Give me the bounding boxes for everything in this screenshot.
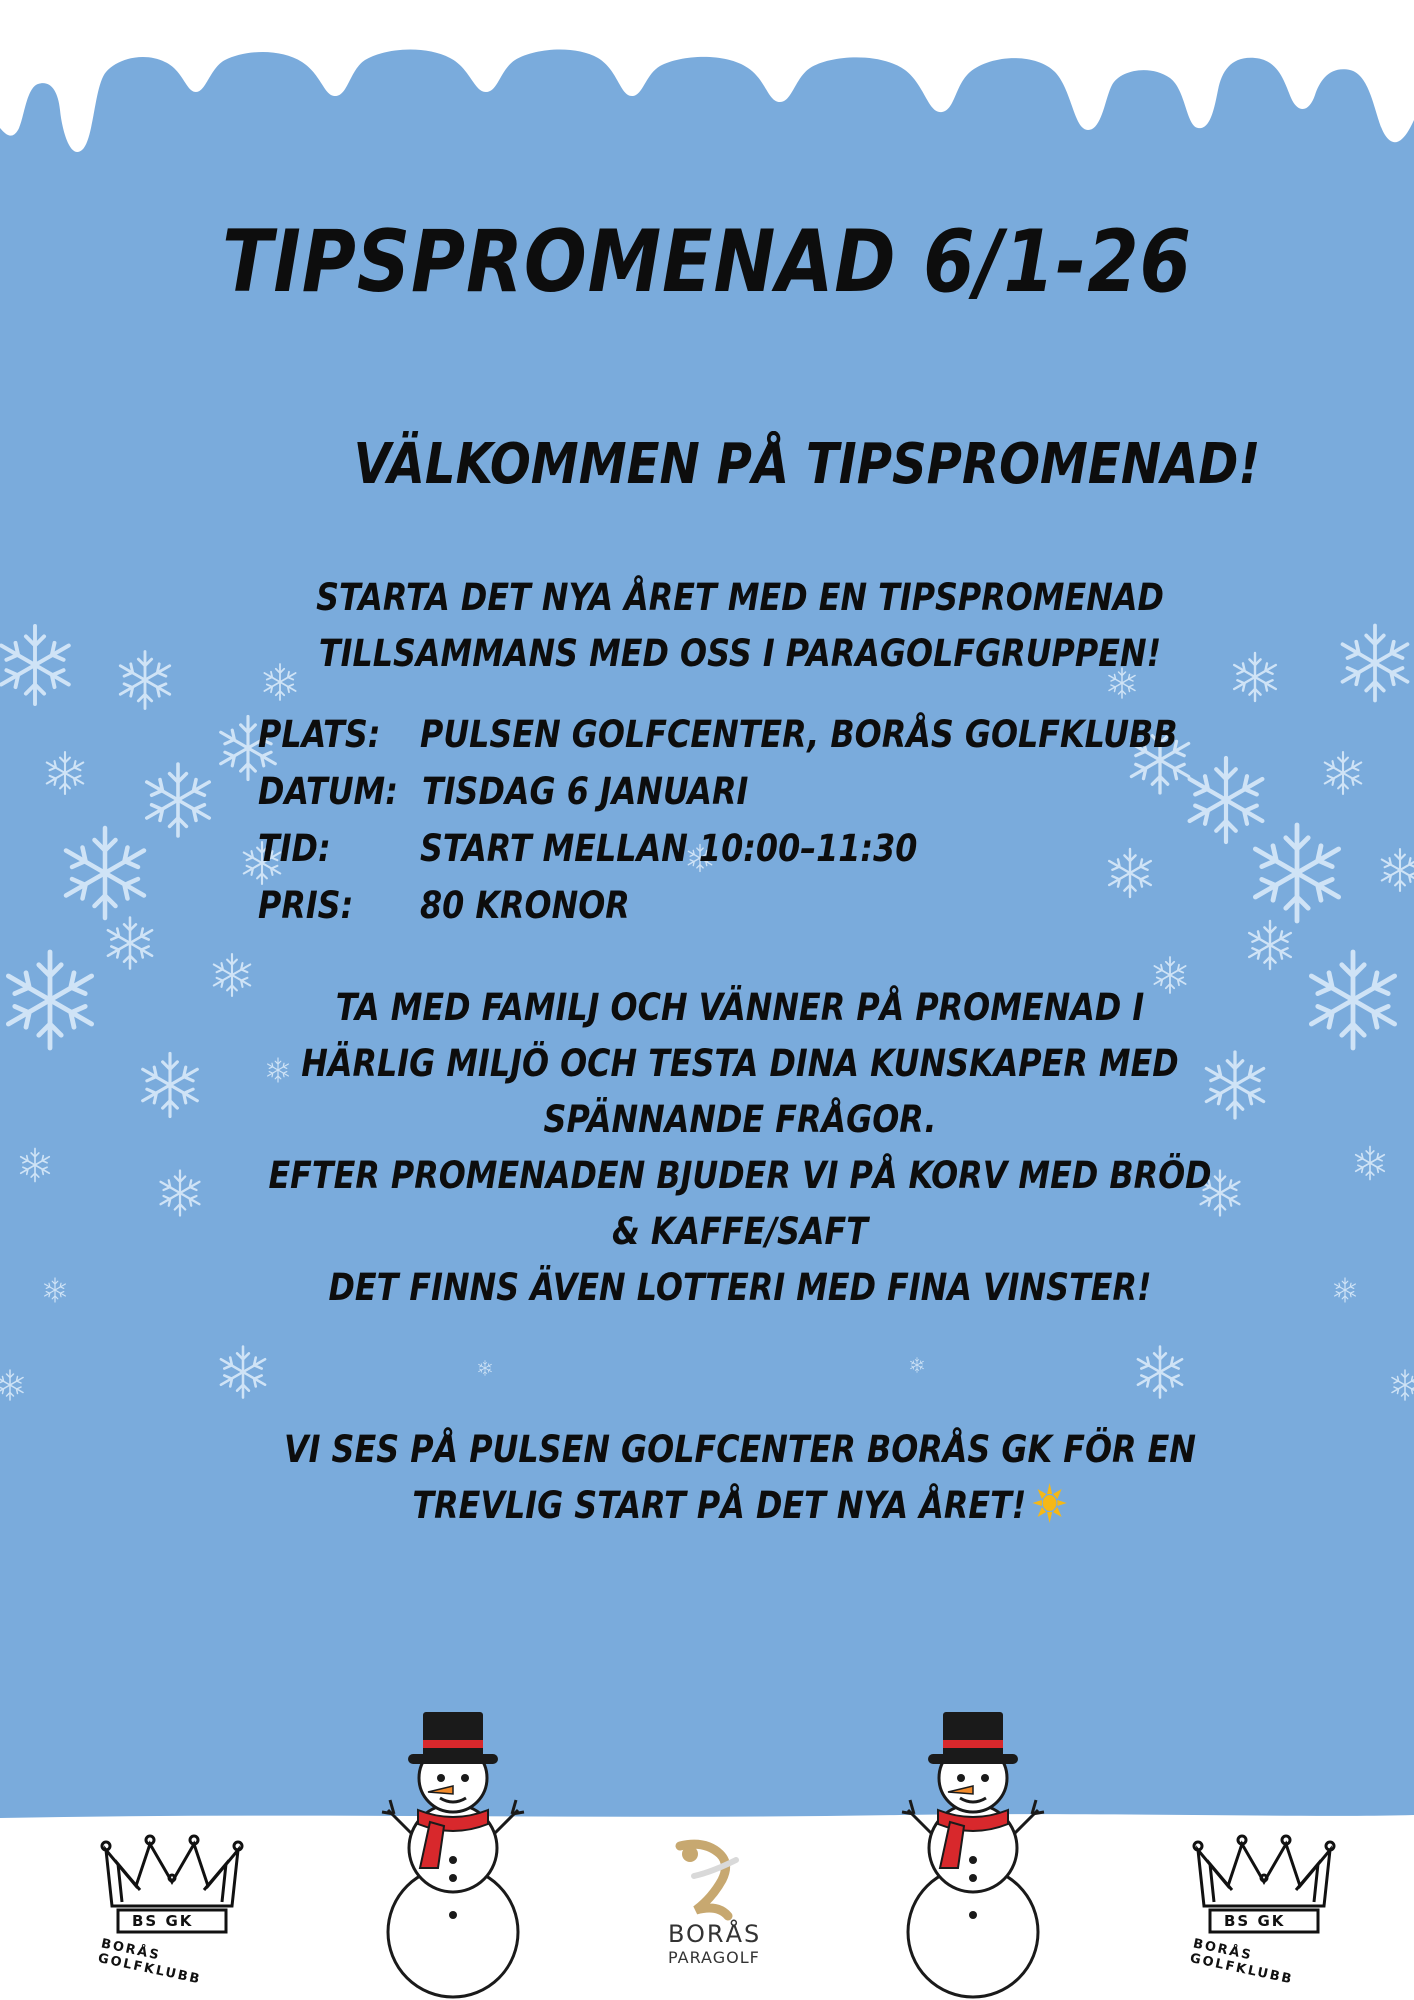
body-line: EFTER PROMENADEN BJUDER VI PÅ KORV MED BRÖD bbox=[268, 1154, 1212, 1197]
boras-paragolf-logo bbox=[660, 1836, 760, 1986]
body-line: SPÄNNANDE FRÅGOR. bbox=[543, 1098, 937, 1141]
body-line: DET FINNS ÄVEN LOTTERI MED FINA VINSTER! bbox=[328, 1266, 1152, 1309]
logo-line1: BORÅS bbox=[668, 1920, 762, 1948]
detail-value: TISDAG 6 JANUARI bbox=[422, 770, 749, 813]
closing-line bbox=[155, 1478, 1325, 1534]
snowman-icon bbox=[368, 1700, 538, 2000]
closing-line: VI SES PÅ PULSEN GOLFCENTER BORÅS GK FÖR EN bbox=[284, 1428, 1196, 1471]
snowman-icon bbox=[888, 1700, 1058, 2000]
body-line: TA MED FAMILJ OCH VÄNNER PÅ PROMENAD I bbox=[335, 986, 1145, 1029]
detail-label: DATUM: bbox=[258, 770, 398, 813]
detail-row-tid bbox=[258, 827, 1258, 884]
detail-label: PRIS: bbox=[258, 884, 354, 927]
poster-title: TIPSPROMENAD 6/1-26 bbox=[222, 212, 1192, 312]
detail-label: TID: bbox=[258, 827, 331, 870]
detail-row-datum bbox=[258, 770, 1258, 827]
body-line: & KAFFE/SAFT bbox=[612, 1210, 868, 1253]
golfer-icon bbox=[660, 1836, 760, 1926]
detail-label: PLATS: bbox=[258, 713, 381, 756]
intro-text bbox=[172, 570, 1307, 682]
detail-value: START MELLAN 10:00–11:30 bbox=[420, 827, 918, 870]
logo-club-name: BORÅS GOLFKLUBB bbox=[1188, 1936, 1295, 1988]
logo-initials: BS GK bbox=[1224, 1912, 1286, 1930]
boras-golfklubb-logo-left bbox=[92, 1832, 252, 1992]
welcome-heading: VÄLKOMMEN PÅ TIPSPROMENAD! bbox=[353, 432, 1261, 497]
event-details bbox=[258, 713, 1258, 941]
detail-row-plats bbox=[258, 713, 1258, 770]
closing-line-text: TREVLIG START PÅ DET NYA ÅRET! bbox=[412, 1484, 1027, 1527]
logo-club-name: BORÅS GOLFKLUBB bbox=[96, 1936, 203, 1988]
boras-golfklubb-logo-right bbox=[1184, 1832, 1344, 1992]
detail-value: PULSEN GOLFCENTER, BORÅS GOLFKLUBB bbox=[420, 713, 1178, 756]
intro-line: TILLSAMMANS MED OSS I PARAGOLFGRUPPEN! bbox=[318, 632, 1162, 675]
body-line: HÄRLIG MILJÖ OCH TESTA DINA KUNSKAPER MED bbox=[301, 1042, 1179, 1085]
detail-row-pris bbox=[258, 884, 1258, 941]
intro-line: STARTA DET NYA ÅRET MED EN TIPSPROMENAD bbox=[316, 576, 1164, 619]
body-text bbox=[155, 980, 1325, 1316]
closing-text bbox=[155, 1422, 1325, 1534]
logo-line2: PARAGOLF bbox=[668, 1948, 760, 1967]
detail-value: 80 KRONOR bbox=[420, 884, 630, 927]
sun-icon bbox=[1031, 1482, 1067, 1524]
logo-initials: BS GK bbox=[132, 1912, 194, 1930]
